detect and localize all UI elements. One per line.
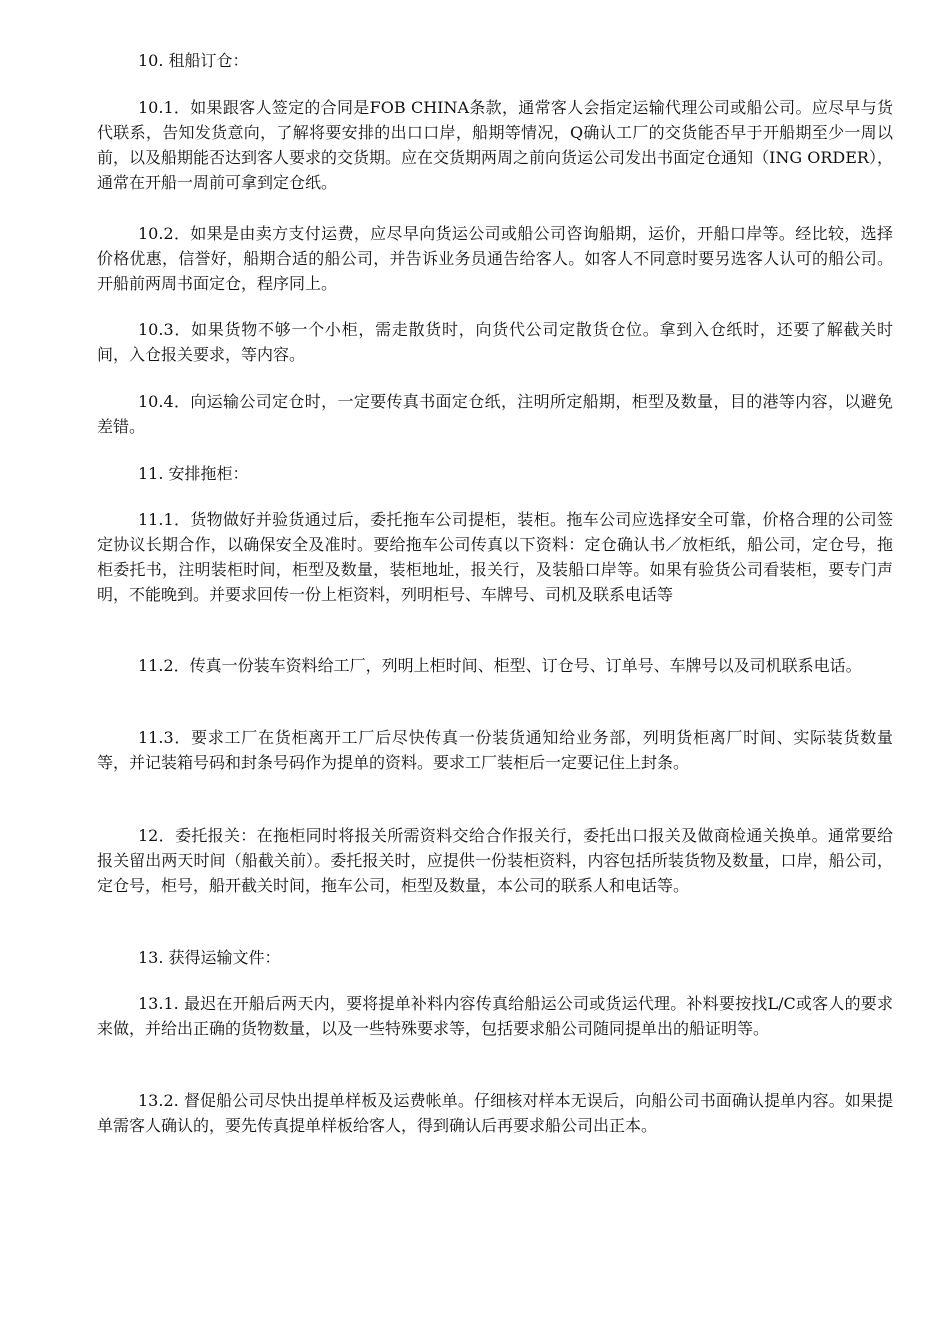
- section-11-heading: 11. 安排拖柜：: [138, 464, 249, 483]
- section-10-heading: 10. 租船订仓：: [138, 51, 249, 70]
- paragraph-13-2: 13.2. 督促船公司尽快出提单样板及运费帐单。仔细核对样本无误后，向船公司书面确认提单内容。如果提单需客人确认的，要先传真提单样板给客人，得到确认后再要求船公司出正本。: [97, 1091, 893, 1135]
- paragraph-11-1: 11.1．货物做好并验货通过后，委托拖车公司提柜，装柜。拖车公司应选择安全可靠，价格合理的公司签定协议长期合作，以确保安全及准时。要给拖车公司传真以下资料：定仓确认书／放柜纸，船公司，定仓号，拖柜委托书，注明装柜时间，柜型及数量，装柜地址，报关行，及装船口岸等。如果有验货公司看装柜，要专门声明，不能晚到。并要求回传一份上柜资料，列明柜号、车牌号、司机及联系电话等: [97, 510, 893, 604]
- paragraph-12: 12．委托报关：在拖柜同时将报关所需资料交给合作报关行，委托出口报关及做商检通关换单。通常要给报关留出两天时间（船截关前）。委托报关时，应提供一份装柜资料，内容包括所装货物及数量，口岸，船公司，定仓号，柜号，船开截关时间，拖车公司，柜型及数量，本公司的联系人和电话等。: [97, 826, 893, 895]
- paragraph-11-2: 11.2．传真一份装车资料给工厂，列明上柜时间、柜型、订仓号、订单号、车牌号以及司机联系电话。: [138, 656, 862, 675]
- paragraph-10-3: 10.3．如果货物不够一个小柜，需走散货时，向货代公司定散货仓位。拿到入仓纸时，还要了解截关时间，入仓报关要求，等内容。: [97, 320, 893, 364]
- paragraph-11-3: 11.3．要求工厂在货柜离开工厂后尽快传真一份装货通知给业务部，列明货柜离厂时间、实际装货数量等，并记装箱号码和封条号码作为提单的资料。要求工厂装柜后一定要记住上封条。: [97, 728, 893, 772]
- paragraph-10-1: 10.1．如果跟客人签定的合同是FOB CHINA条款，通常客人会指定运输代理公司或船公司。应尽早与货代联系，告知发货意向，了解将要安排的出口口岸，船期等情况，Q确认工厂的交货能否早于开船期至少一周以前，以及船期能否达到客人要求的交货期。应在交货期两周之前向货运公司发出书面定仓通知（ING ORDER），通常在开船一周前可拿到定仓纸。: [97, 98, 893, 192]
- paragraph-13-1: 13.1. 最迟在开船后两天内，要将提单补料内容传真给船运公司或货运代理。补料要按找L/C或客人的要求来做，并给出正确的货物数量，以及一些特殊要求等，包括要求船公司随同提单出的船证明等。: [97, 994, 893, 1038]
- section-13-heading: 13. 获得运输文件：: [138, 948, 281, 967]
- paragraph-10-2: 10.2．如果是由卖方支付运费，应尽早向货运公司或船公司咨询船期，运价，开船口岸等。经比较，选择价格优惠，信誉好，船期合适的船公司，并告诉业务员通告给客人。如客人不同意时要另选客人认可的船公司。开船前两周书面定仓，程序同上。: [97, 224, 893, 293]
- paragraph-10-4: 10.4．向运输公司定仓时，一定要传真书面定仓纸，注明所定船期，柜型及数量，目的港等内容，以避免差错。: [97, 392, 893, 436]
